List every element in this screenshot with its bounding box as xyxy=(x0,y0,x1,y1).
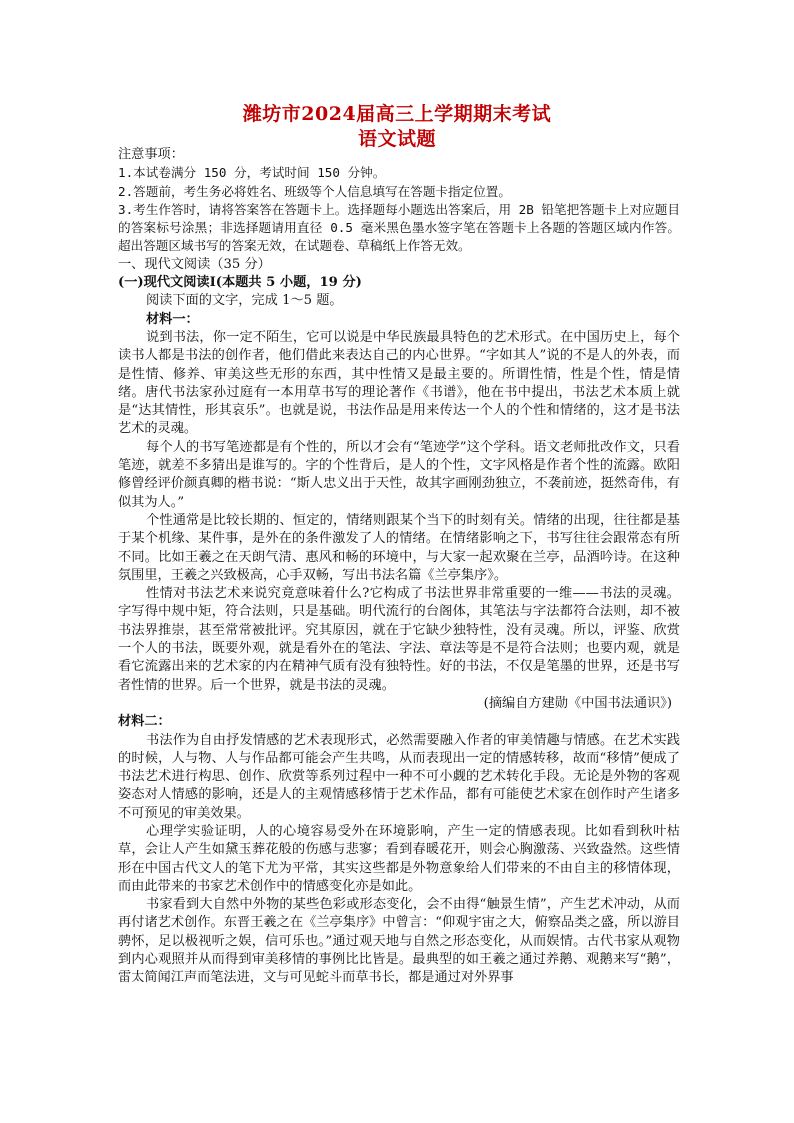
section-heading: 一、现代文阅读（35 分） xyxy=(118,256,271,272)
material1-paragraph: 个性通常是比较长期的、恒定的，情绪则跟某个当下的时刻有关。情绪的出现，往往都是基于某个机缘、某件事，是外在的条件激发了人的情绪。在情绪影响之下，书写往往会跟常态有所不同。比如王羲之在天朗气清、惠风和畅的环境中，与大家一起欢聚在兰亭，品酒吟诗。在这种氛围里，王羲之兴致极高，心手双畅，写出书法名篇《兰亭集序》。 xyxy=(118,512,680,583)
material2-paragraph: 书法作为自由抒发情感的艺术表现形式，必然需要融入作者的审美情趣与情感。在艺术实践的时候，人与物、人与作品都可能会产生共鸣，从而表现出一定的情感转移，故而“移情”便成了书法艺术进行构思、创作、欣赏等系列过程中一种不可小觑的艺术转化手段。无论是外物的客观姿态对人情感的影响，还是人的主观情感移情于艺术作品，都有可能使艺术家在创作时产生诸多不可预见的审美效果。 xyxy=(118,732,680,821)
material1-paragraph: 说到书法，你一定不陌生，它可以说是中华民族最具特色的艺术形式。在中国历史上，每个读书人都是书法的创作者，他们借此来表达自己的内心世界。“字如其人”说的不是人的外表，而是性情、修养、审美这些无形的东西，其中性情又是最主要的。所谓性情，性是个性，情是情绪。唐代书法家孙过庭有一本用草书写的理论著作《书谱》，他在书中提出，书法艺术本质上就是“达其情性，形其哀乐”。也就是说，书法作品是用来传达一个人的个性和情绪的，这才是书法艺术的灵魂。 xyxy=(118,329,680,437)
material2-label: 材料二： xyxy=(118,714,171,730)
notice-heading: 注意事项： xyxy=(118,147,184,162)
material1-paragraph: 性情对书法艺术来说究竟意味着什么?它构成了书法世界非常重要的一维——书法的灵魂。字写得中规中矩，符合法则，只是基础。明代流行的台阁体，其笔法与字法都符合法则，却不被书法界推崇，甚至常常被批评。究其原因，就在于它缺少独特性，没有灵魂。所以，评鉴、欣赏一个人的书法，既要外观，就是看外在的笔法、字法、章法等是不是符合法则；也要内观，就是看它流露出来的艺术家的内在精神气质有没有独特性。好的书法，不仅是笔墨的世界，还是书写者性情的世界。后一个世界，就是书法的灵魂。 xyxy=(118,586,680,693)
exam-body xyxy=(118,146,680,988)
material1-label: 材料一： xyxy=(146,311,199,327)
notice-item: 1.本试卷满分 150 分，考试时间 150 分钟。 xyxy=(118,165,386,181)
exam-subtitle: 语文试题 xyxy=(357,128,436,150)
exam-title: 潍坊市2024届高三上学期期末考试 xyxy=(242,103,552,125)
instruction: 阅读下面的文字，完成 1～5 题。 xyxy=(146,293,343,309)
subsection-heading: (一)现代文阅读Ⅰ(本题共 5 小题，19 分) xyxy=(118,275,362,291)
notice-item: 2.答题前，考生务必将姓名、班级等个人信息填写在答题卡指定位置。 xyxy=(118,183,511,199)
material1-source: (摘编自方建勋《中国书法通识》) xyxy=(483,695,672,711)
notice-item: 3.考生作答时，请将答案答在答题卡上。选择题每小题选出答案后，用 2B 铅笔把答题卡上对应题目的答案标号涂黑；非选择题请用直径 0.5 毫米黑色墨水签字笔在答题卡上各题的答题区域内作答。超出答题区域书写的答案无效，在试题卷、草稿纸上作答无效。 xyxy=(118,201,680,254)
material1-paragraph: 每个人的书写笔迹都是有个性的，所以才会有“笔迹学”这个学科。语文老师批改作文，只看笔迹，就差不多猜出是谁写的。字的个性背后，是人的个性，文字风格是作者个性的流露。欧阳修曾经评价颜真卿的楷书说：“斯人忠义出于天性，故其字画刚劲独立，不袭前迹，挺然奇伟，有似其为人。” xyxy=(118,439,680,510)
material2-paragraph: 书家看到大自然中外物的某些色彩或形态变化，会不由得“触景生情”，产生艺术冲动，从而再付诸艺术创作。东晋王羲之在《兰亭集序》中曾言：“仰观宇宙之大，俯察品类之盛，所以游目骋怀，足以极视听之娱，信可乐也。”通过观天地与自然之形态变化，从而娱情。古代书家从观物到内心观照并从而得到审美移情的事例比比皆是。最典型的如王羲之通过养鹅、观鹅来写“鹅”，雷太简闻江声而笔法进，文与可见蛇斗而草书长，都是通过对外界事 xyxy=(118,897,680,986)
material2-paragraph: 心理学实验证明，人的心境容易受外在环境影响，产生一定的情感表现。比如看到秋叶枯草，会让人产生如黛玉葬花般的伤感与悲寥；看到春暖花开，则会心胸激荡、兴致盎然。这些情形在中国古代文人的笔下尤为平常，其实这些都是外物意象给人们带来的不由自主的移情体现，而由此带来的书家艺术创作中的情感变化亦是如此。 xyxy=(118,823,680,894)
